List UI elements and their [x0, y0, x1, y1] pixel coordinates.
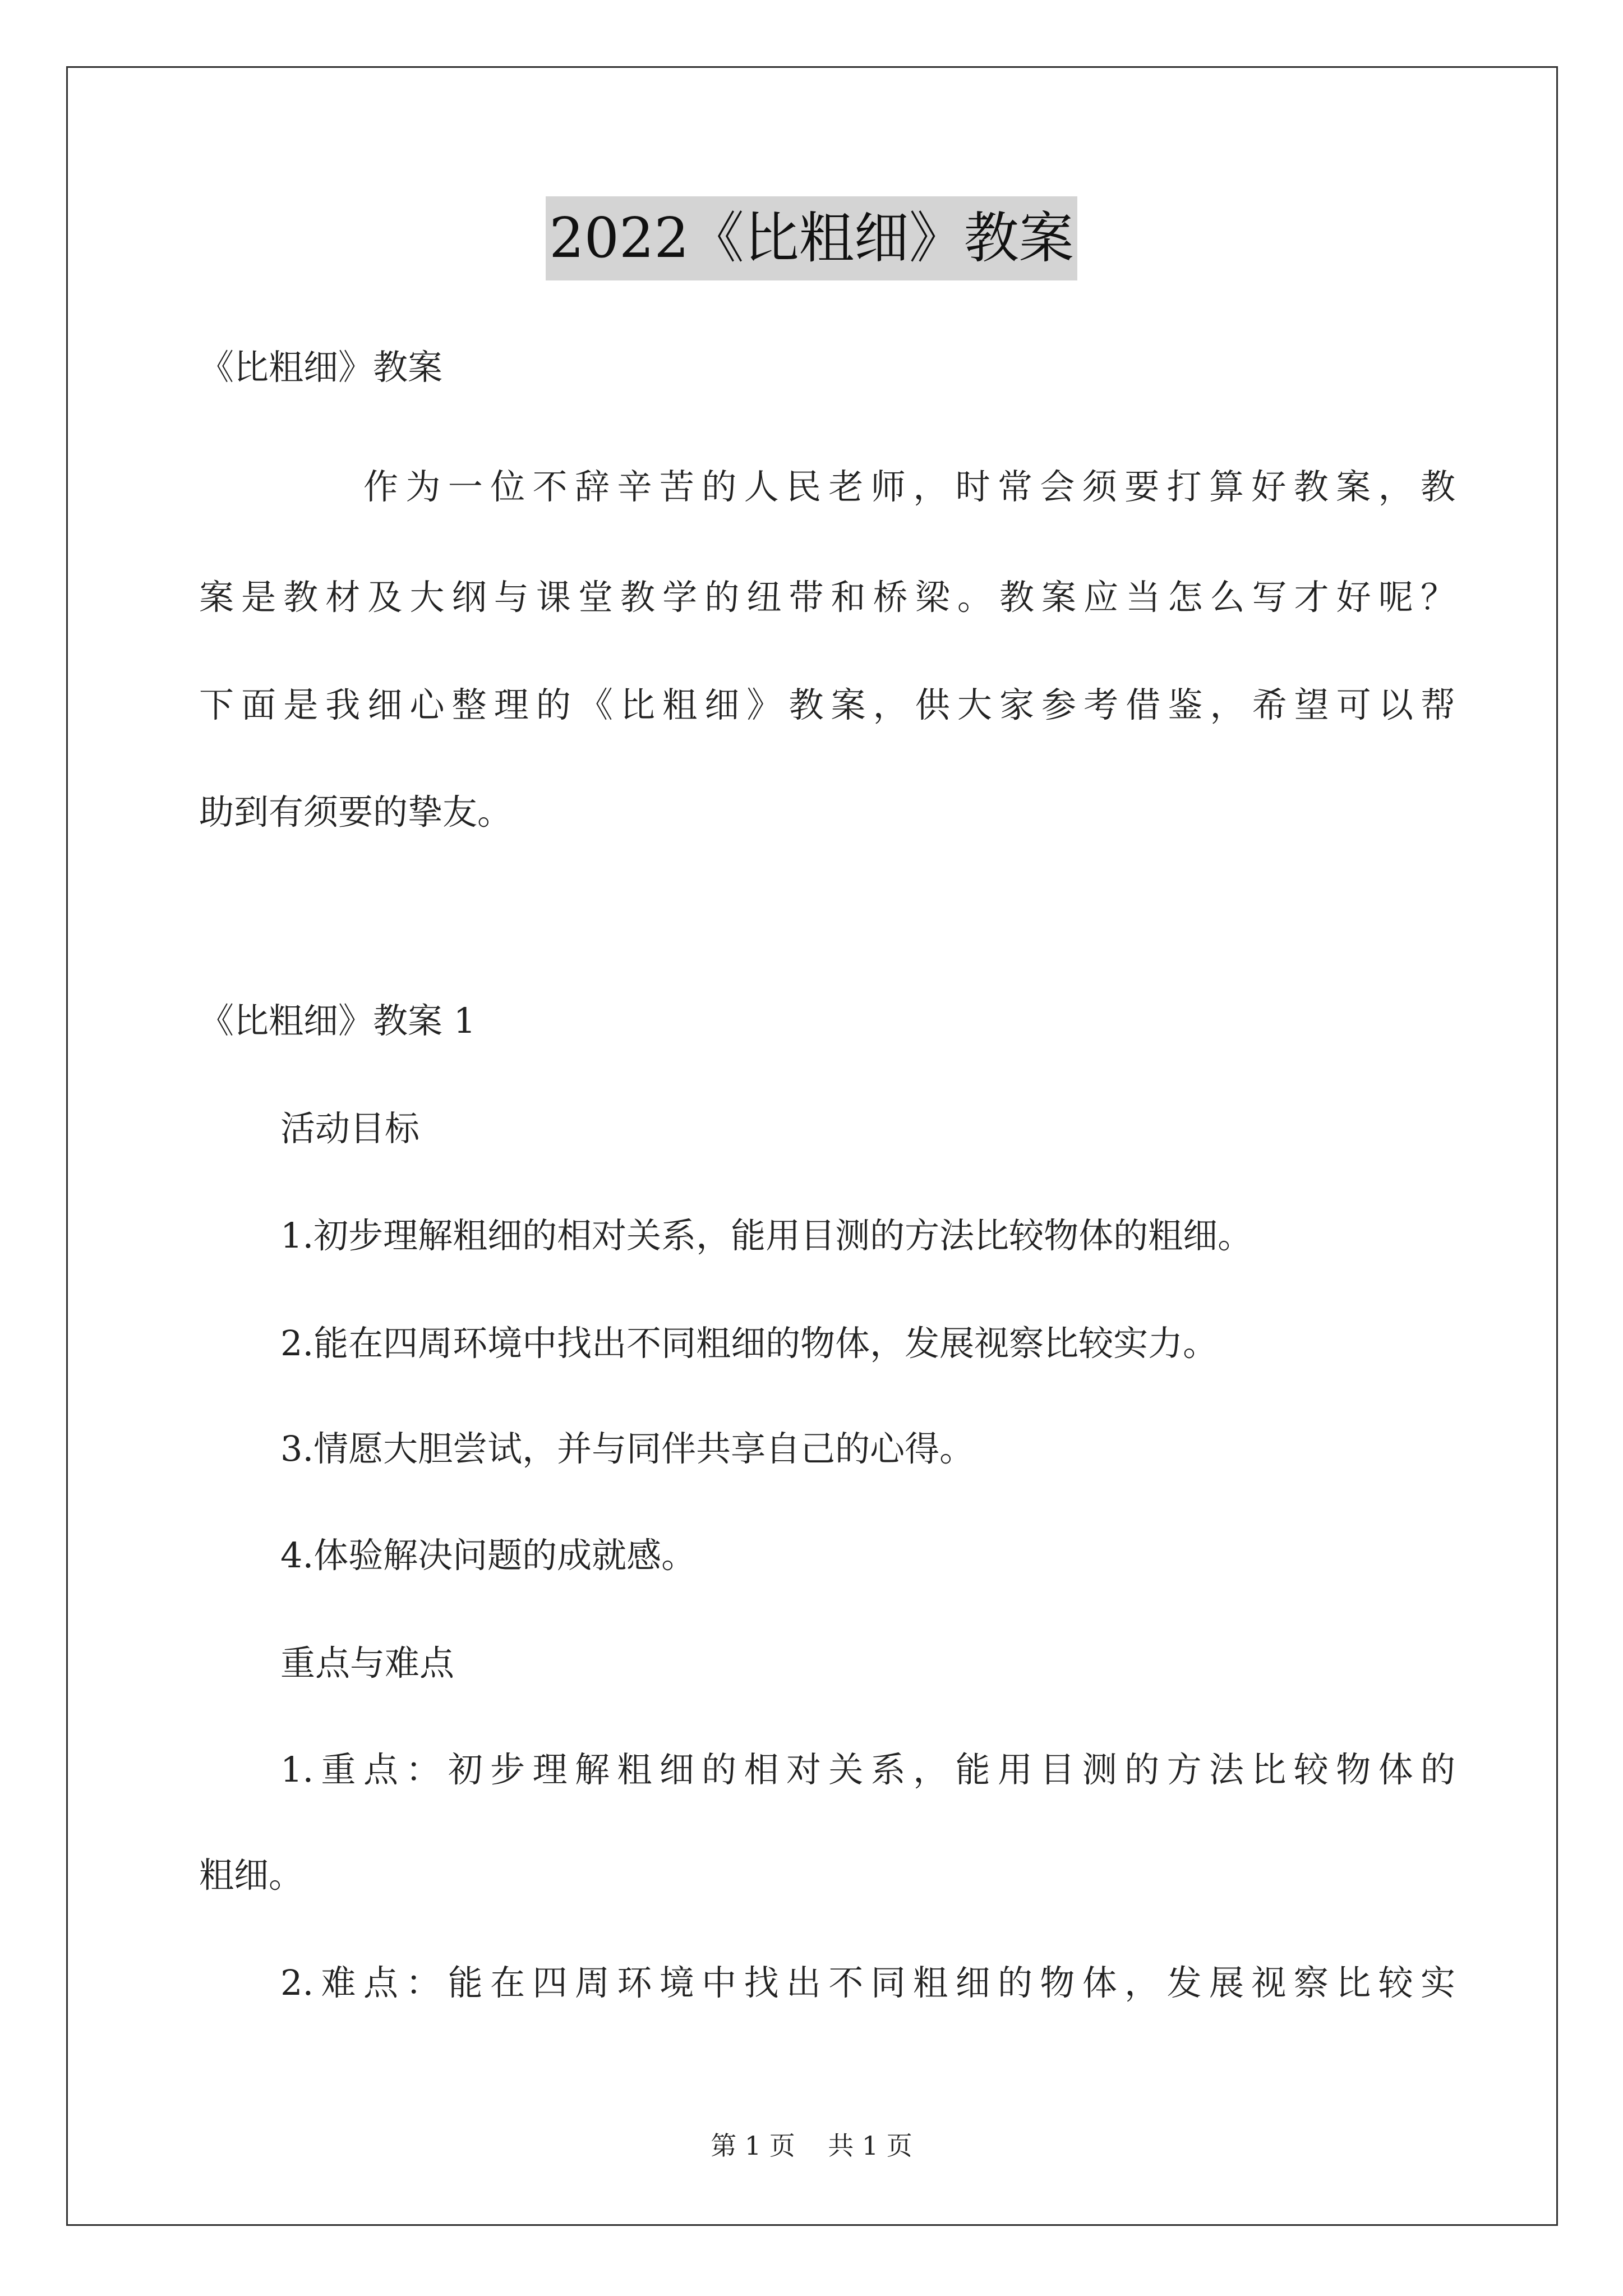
keypoints-heading: 重点与难点	[280, 1642, 455, 1683]
intro-line: 案是教材及大纲与课堂教学的纽带和桥梁。教案应当怎么写才好呢？	[199, 577, 1455, 618]
document-subtitle: 《比粗细》教案	[199, 347, 443, 388]
goals-heading: 活动目标	[280, 1108, 420, 1149]
intro-line: 作为一位不辞辛苦的人民老师，时常会须要打算好教案，教	[363, 466, 1455, 507]
keypoint-line: 1.重点：初步理解粗细的相对关系，能用目测的方法比较物体的	[280, 1749, 1455, 1790]
title-container	[0, 196, 1623, 280]
goal-item: 2.能在四周环境中找出不同粗细的物体，发展视察比较实力。	[280, 1323, 1218, 1364]
intro-line: 助到有须要的挚友。	[199, 792, 513, 832]
keypoint-line: 粗细。	[199, 1855, 304, 1895]
goal-item: 3.情愿大胆尝试，并与同伴共享自己的心得。	[280, 1428, 975, 1469]
section-heading: 《比粗细》教案 1	[199, 1000, 476, 1041]
intro-line: 下面是我细心整理的《比粗细》教案，供大家参考借鉴，希望可以帮	[199, 684, 1455, 725]
keypoint-line: 2.难点：能在四周环境中找出不同粗细的物体，发展视察比较实	[280, 1962, 1455, 2003]
page-footer: 第 1 页 共 1 页	[711, 2131, 912, 2161]
document-title: 2022《比粗细》教案	[546, 196, 1077, 280]
goal-item: 4.体验解决问题的成就感。	[280, 1535, 697, 1576]
goal-item: 1.初步理解粗细的相对关系，能用目测的方法比较物体的粗细。	[280, 1215, 1253, 1256]
